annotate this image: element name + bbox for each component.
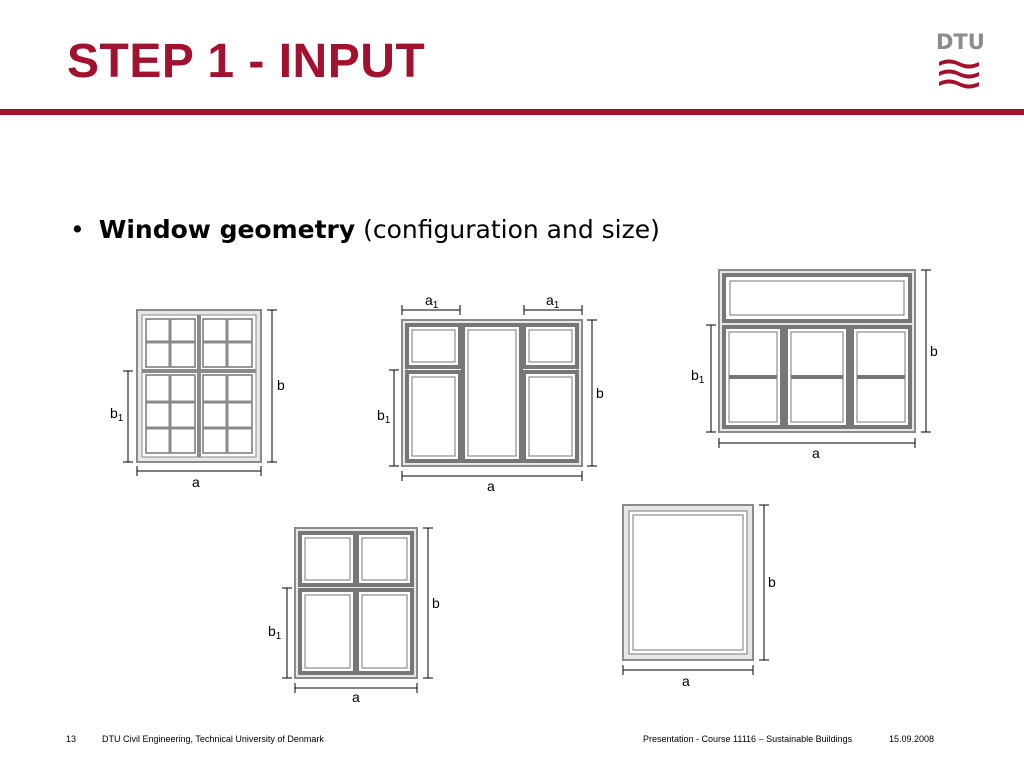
label-b-w3: b xyxy=(930,343,938,359)
window-type-5 xyxy=(623,505,769,675)
label-a-w2: a xyxy=(487,478,495,494)
window-type-4 xyxy=(282,528,433,693)
footer-date: 15.09.2008 xyxy=(889,734,935,744)
logo-text: DTU xyxy=(936,30,985,54)
footer-page-number: 13 xyxy=(66,734,77,744)
label-b1-w2-sub: 1 xyxy=(384,415,391,426)
label-a1-right-sub: 1 xyxy=(553,300,560,311)
slide-title: STEP 1 - INPUT xyxy=(67,35,426,88)
label-a-w3: a xyxy=(812,445,820,461)
label-b1-sub: 1 xyxy=(117,413,124,424)
label-b1-w4 xyxy=(268,623,282,642)
bullet-text: (configuration and size) xyxy=(355,215,660,244)
label-a1-right xyxy=(546,292,560,311)
label-a1-left-sub: 1 xyxy=(432,300,439,311)
window-type-1 xyxy=(123,310,277,476)
label-b1-w2-main: b xyxy=(377,407,385,423)
window-type-2 xyxy=(389,305,597,481)
label-b1-w2 xyxy=(377,407,391,426)
footer-presentation: Presentation - Course 11116 – Sustainable Buildings xyxy=(643,734,853,744)
label-b1-w3-sub: 1 xyxy=(698,375,705,386)
label-b1-w4-sub: 1 xyxy=(275,631,282,642)
label-b-w2: b xyxy=(596,385,604,401)
label-b1-w3-main: b xyxy=(691,367,699,383)
label-b1-w4-main: b xyxy=(268,623,276,639)
label-b1-main: b xyxy=(110,405,118,421)
label-a-w5: a xyxy=(682,673,690,689)
window-type-3 xyxy=(706,270,931,448)
label-a-w1: a xyxy=(192,474,200,490)
label-b-w5: b xyxy=(768,574,776,590)
footer-institution: DTU Civil Engineering, Technical University of Denmark xyxy=(102,734,324,744)
label-b-w4: b xyxy=(432,595,440,611)
bullet-symbol: • xyxy=(70,215,85,244)
label-a1-left xyxy=(425,292,439,311)
label-b-w1: b xyxy=(277,377,285,393)
label-a-w4: a xyxy=(352,689,360,705)
label-a1-right-main: a xyxy=(546,292,554,308)
label-b1-w3 xyxy=(691,367,705,386)
label-a1-left-main: a xyxy=(425,292,433,308)
bullet-bold-text: Window geometry xyxy=(98,215,356,244)
label-b1-w1 xyxy=(110,405,124,424)
